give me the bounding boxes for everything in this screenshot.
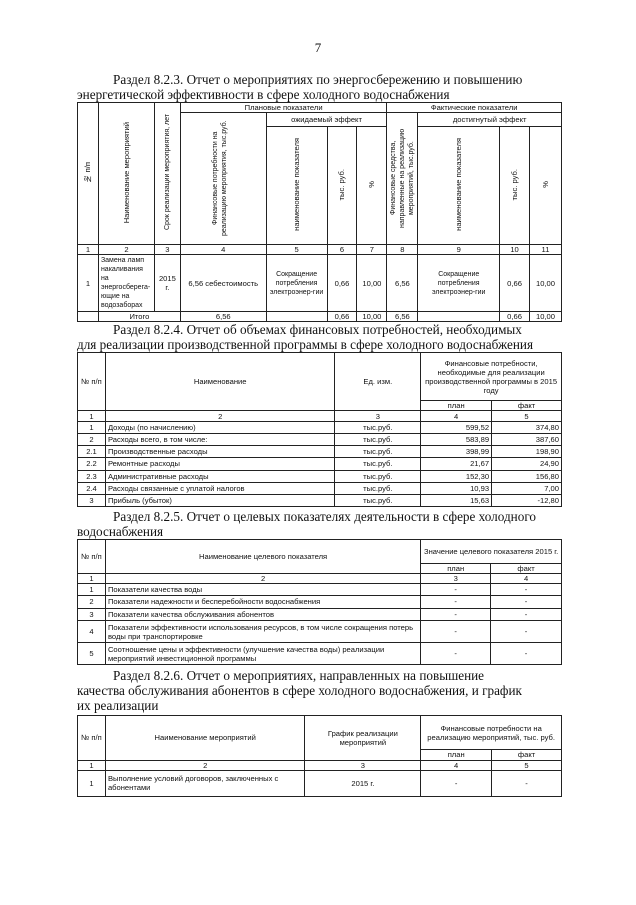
table-row: 2.1 Производственные расходы тыс.руб. 398,99 198,90 bbox=[78, 446, 562, 458]
table-energy-saving bbox=[77, 102, 562, 322]
section-title-line: для реализации производственной программы в сфере холодного водоснабжения bbox=[77, 337, 534, 352]
section-title-line: их реализации bbox=[77, 698, 159, 713]
col-header-fin-spent: Финансовые средства, направленные на реализацию мероприятий, тыс.руб. bbox=[387, 113, 418, 245]
page-number: 7 bbox=[314, 40, 322, 55]
section-8-2-3-title bbox=[77, 72, 562, 102]
col-header-percent: % bbox=[357, 127, 387, 245]
section-title-line: Раздел 8.2.4. Отчет об объемах финансовых потребностей, необходимых bbox=[113, 322, 522, 337]
section-title-line: качества обслуживания абонентов в сфере холодного водоснабжения, и график bbox=[77, 683, 522, 698]
col-header-percent-actual: % bbox=[530, 127, 562, 245]
col-header-indicator: наименование показателя bbox=[266, 127, 327, 245]
col-header-fact: факт bbox=[492, 750, 562, 760]
table-target-indicators bbox=[77, 539, 562, 665]
table-total-row: Итого 6,56 0,66 10,00 6,56 0,66 10,00 bbox=[78, 312, 562, 322]
section-title-line: Раздел 8.2.6. Отчет о мероприятиях, направленных на повышение bbox=[113, 668, 485, 683]
col-header-plan: план bbox=[421, 564, 491, 574]
col-header-fact: факт bbox=[492, 401, 562, 411]
table-row: 1 Выполнение условий договоров, заключенных с абонентами 2015 г. - - bbox=[78, 770, 562, 796]
col-header-plan: план bbox=[421, 401, 492, 411]
col-header-fact: факт bbox=[491, 564, 562, 574]
table-row: 2 Показатели надежности и бесперебойности водоснабжения - - bbox=[78, 596, 562, 608]
table-row: 2.4 Расходы связанные с уплатой налогов тыс.руб. 10,93 7,00 bbox=[78, 482, 562, 494]
col-header-term: Срок реализации мероприятия, лет bbox=[154, 103, 180, 245]
col-header-event-name: Наименование мероприятий bbox=[98, 103, 154, 245]
table-row: 3 Показатели качества обслуживания абонентов - - bbox=[78, 608, 562, 620]
col-header-num: № п/п bbox=[78, 103, 99, 245]
section-8-2-5-title bbox=[77, 509, 562, 539]
table-service-quality bbox=[77, 715, 562, 797]
col-header-num: № п/п bbox=[78, 353, 106, 411]
col-header-num: № п/п bbox=[78, 716, 106, 761]
table-row: 4 Показатели эффективности использования ресурсов, в том числе сокращения потерь воды при транспортировке - - bbox=[78, 621, 562, 643]
col-header-fin-need: Финансовые потребности на реализацию мероприятия, тыс.руб. bbox=[180, 113, 266, 245]
col-header-name: Наименование целевого показателя bbox=[105, 540, 420, 574]
column-number-row: 1 2 3 4 bbox=[78, 574, 562, 584]
table-row: 1 Показатели качества воды - - bbox=[78, 584, 562, 596]
section-title-line: водоснабжения bbox=[77, 524, 164, 539]
section-8-2-6-title bbox=[77, 668, 562, 713]
col-header-fin-needs: Финансовые потребности, необходимые для реализации производственной программы в 2015 году bbox=[421, 353, 562, 401]
col-header-rub: тыс. руб. bbox=[327, 127, 357, 245]
section-title-line: Раздел 8.2.3. Отчет о мероприятиях по энергосбережению и повышению bbox=[113, 72, 523, 87]
table-row: 5 Соотношение цены и эффективности (улучшение качества воды) реализации мероприятий инвестиционной программы - - bbox=[78, 643, 562, 665]
column-number-row: 1 2 3 4 5 6 7 8 9 10 11 bbox=[78, 245, 562, 255]
column-number-row: 1 2 3 4 5 bbox=[78, 411, 562, 422]
col-header-plan: план bbox=[421, 750, 492, 760]
section-title-line: Раздел 8.2.5. Отчет о целевых показателях деятельности в сфере холодного bbox=[113, 509, 537, 524]
col-header-num: № п/п bbox=[78, 540, 106, 574]
table-financial-needs bbox=[77, 352, 562, 507]
col-header-name: Наименование мероприятий bbox=[105, 716, 305, 761]
col-header-indicator-actual: наименование показателя bbox=[418, 127, 500, 245]
table-row: 1 Замена ламп накаливания на энергосберега-ющие на водозаборах 2015 г. 6,56 себестоимость Сокращение потребления электроэнер-гии 0,66 10,00 6,56 Сокращение потребления электроэнер-гии 0,66 10,00 bbox=[78, 255, 562, 312]
col-header-schedule: График реализации мероприятий bbox=[305, 716, 421, 761]
table-row: 1 Доходы (по начислению) тыс.руб. 599,52 374,80 bbox=[78, 422, 562, 434]
group-header-planned: Плановые показатели bbox=[180, 103, 387, 113]
group-header-actual: Фактические показатели bbox=[387, 103, 562, 113]
table-row: 2 Расходы всего, в том числе: тыс.руб. 583,89 387,60 bbox=[78, 434, 562, 446]
table-row: 2.2 Ремонтные расходы тыс.руб. 21,67 24,90 bbox=[78, 458, 562, 470]
section-8-2-4-title bbox=[77, 322, 562, 352]
group-header-achieved-effect: достигнутый эффект bbox=[418, 113, 562, 127]
column-number-row: 1 2 3 4 5 bbox=[78, 760, 562, 770]
table-row: 3 Прибыль (убыток) тыс.руб. 15,63 -12,80 bbox=[78, 494, 562, 506]
col-header-name: Наименование bbox=[105, 353, 334, 411]
group-header-expected-effect: ожидаемый эффект bbox=[266, 113, 387, 127]
col-header-fin: Финансовые потребности на реализацию мероприятий, тыс. руб. bbox=[421, 716, 562, 750]
col-header-rub-actual: тыс. руб. bbox=[500, 127, 530, 245]
col-header-unit: Ед. изм. bbox=[335, 353, 421, 411]
section-title-line: энергетической эффективности в сфере холодного водоснабжения bbox=[77, 87, 450, 102]
table-row: 2.3 Административные расходы тыс.руб. 152,30 156,80 bbox=[78, 470, 562, 482]
col-header-value: Значение целевого показателя 2015 г. bbox=[421, 540, 562, 564]
